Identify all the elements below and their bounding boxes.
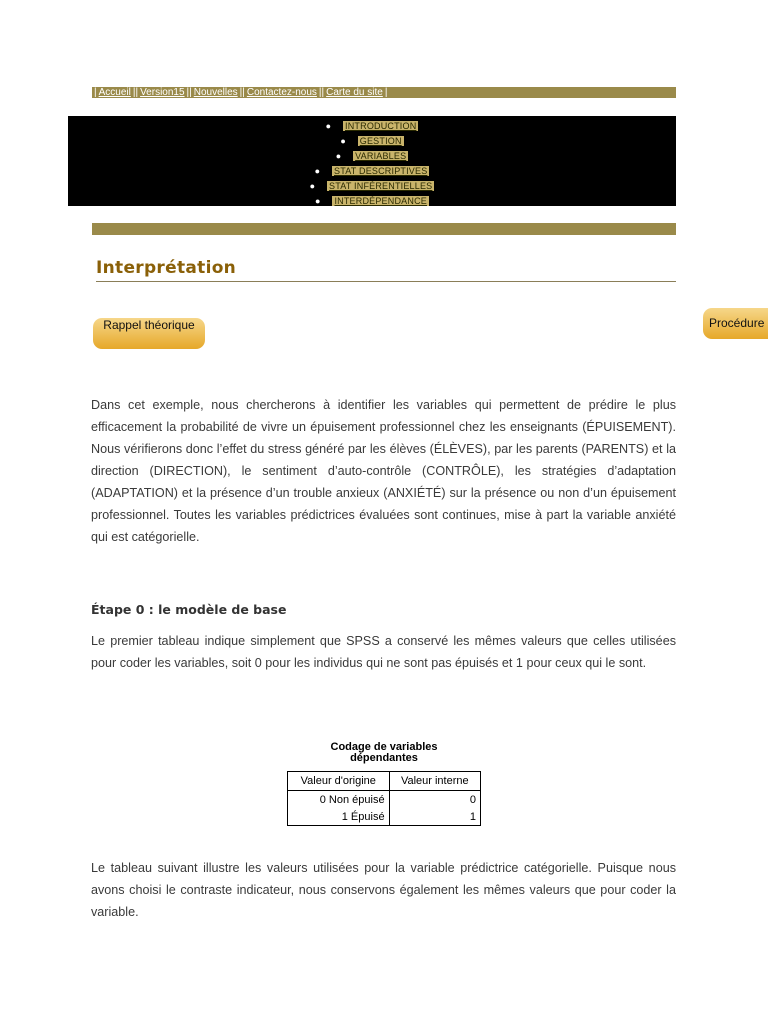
table-caption-line2: dépendantes bbox=[350, 752, 418, 764]
row-value: 0 bbox=[389, 791, 480, 809]
menu-item bbox=[68, 149, 676, 164]
nav-link-version15[interactable]: Version15 bbox=[140, 87, 185, 98]
menu-link-introduction[interactable]: INTRODUCTION bbox=[345, 121, 417, 131]
bullet-icon: ● bbox=[325, 121, 332, 131]
table-header-cell: Valeur interne bbox=[389, 772, 480, 791]
row-value: 1 bbox=[389, 808, 480, 826]
table-caption-line1: Codage de variables bbox=[330, 741, 438, 753]
page-title: Interprétation bbox=[96, 258, 237, 278]
nav-separator: || bbox=[186, 87, 192, 98]
nav-separator: | bbox=[94, 87, 97, 98]
menu-item bbox=[68, 194, 676, 209]
menu-link-stat-descriptives[interactable]: STAT DESCRIPTIVES bbox=[334, 166, 428, 176]
after-table-paragraph: Le tableau suivant illustre les valeurs utilisées pour la variable prédictrice catégorielle. Puisque nous avons choisi le contraste indicateur, nous conservons également les mêmes valeurs que pour coder la variable. bbox=[91, 861, 676, 919]
nav-separator: || bbox=[239, 87, 245, 98]
section-menu bbox=[68, 116, 676, 206]
step-paragraph: Le premier tableau indique simplement que SPSS a conservé les mêmes valeurs que celles utilisées pour coder les variables, soit 0 pour les individus qui ne sont pas épuisés et 1 pour ceux qui le sont. bbox=[91, 634, 676, 670]
table-row bbox=[288, 791, 481, 809]
nav-separator: || bbox=[132, 87, 139, 98]
nav-link-carte-du-site[interactable]: Carte du site bbox=[326, 87, 383, 98]
bullet-icon: ● bbox=[314, 166, 320, 176]
nav-link-contactez-nous[interactable]: Contactez-nous bbox=[246, 87, 317, 98]
table-row bbox=[288, 808, 481, 826]
table-header-cell: Valeur d'origine bbox=[288, 772, 390, 791]
intro-paragraph: Dans cet exemple, nous chercherons à identifier les variables qui permettent de prédire le plus efficacement la probabilité de vivre un épuisement professionnel chez les enseignants (ÉPUISEMENT). Nous vérifierons donc l’effet du stress généré par les élèves (ÉLÈVES), par les parents (PARENTS) et la direction (DIRECTION), le sentiment d’auto-contrôle (CONTRÔLE), les stratégies d’adaptation (ADAPTATION) et la présence d’un trouble anxieux (ANXIÉTÉ) sur la présence ou non d’un épuisement professionnel. Toutes les variables prédictrices évaluées sont continues, mise à part la variable anxiété qui est catégorielle. bbox=[91, 398, 676, 544]
nav-link-nouvelles[interactable]: Nouvelles bbox=[193, 87, 238, 98]
menu-item bbox=[68, 179, 676, 194]
top-nav-bar bbox=[92, 87, 676, 98]
table-header-row bbox=[288, 772, 481, 791]
section-menu-list bbox=[68, 116, 676, 209]
menu-item bbox=[68, 119, 676, 134]
nav-link-accueil[interactable]: Accueil bbox=[98, 87, 131, 98]
menu-link-gestion[interactable]: GESTION bbox=[359, 136, 402, 146]
menu-link-interdependance[interactable]: INTERDÉPENDANCE bbox=[334, 196, 427, 206]
row-label: 1 Épuisé bbox=[288, 808, 390, 826]
step-heading: Étape 0 : le modèle de base bbox=[91, 602, 287, 617]
coding-table bbox=[287, 771, 481, 826]
menu-link-variables[interactable]: VARIABLES bbox=[355, 151, 407, 161]
rappel-theorique-button[interactable]: Rappel théorique bbox=[93, 318, 205, 349]
procedure-button[interactable]: Procédure bbox=[703, 308, 768, 339]
row-label: 0 Non épuisé bbox=[288, 791, 390, 809]
bullet-icon: ● bbox=[335, 151, 342, 161]
menu-link-stat-inferentielles[interactable]: STAT INFÉRENTIELLES bbox=[329, 181, 433, 191]
nav-separator: || bbox=[318, 87, 325, 98]
bullet-icon: ● bbox=[315, 196, 321, 206]
bullet-icon: ● bbox=[340, 136, 346, 146]
spss-output-table bbox=[287, 742, 481, 826]
menu-item bbox=[68, 134, 676, 149]
bullet-icon: ● bbox=[309, 181, 316, 191]
divider-bar bbox=[92, 223, 676, 235]
menu-item bbox=[68, 164, 676, 179]
title-underline bbox=[96, 281, 676, 282]
nav-separator: | bbox=[384, 87, 388, 98]
